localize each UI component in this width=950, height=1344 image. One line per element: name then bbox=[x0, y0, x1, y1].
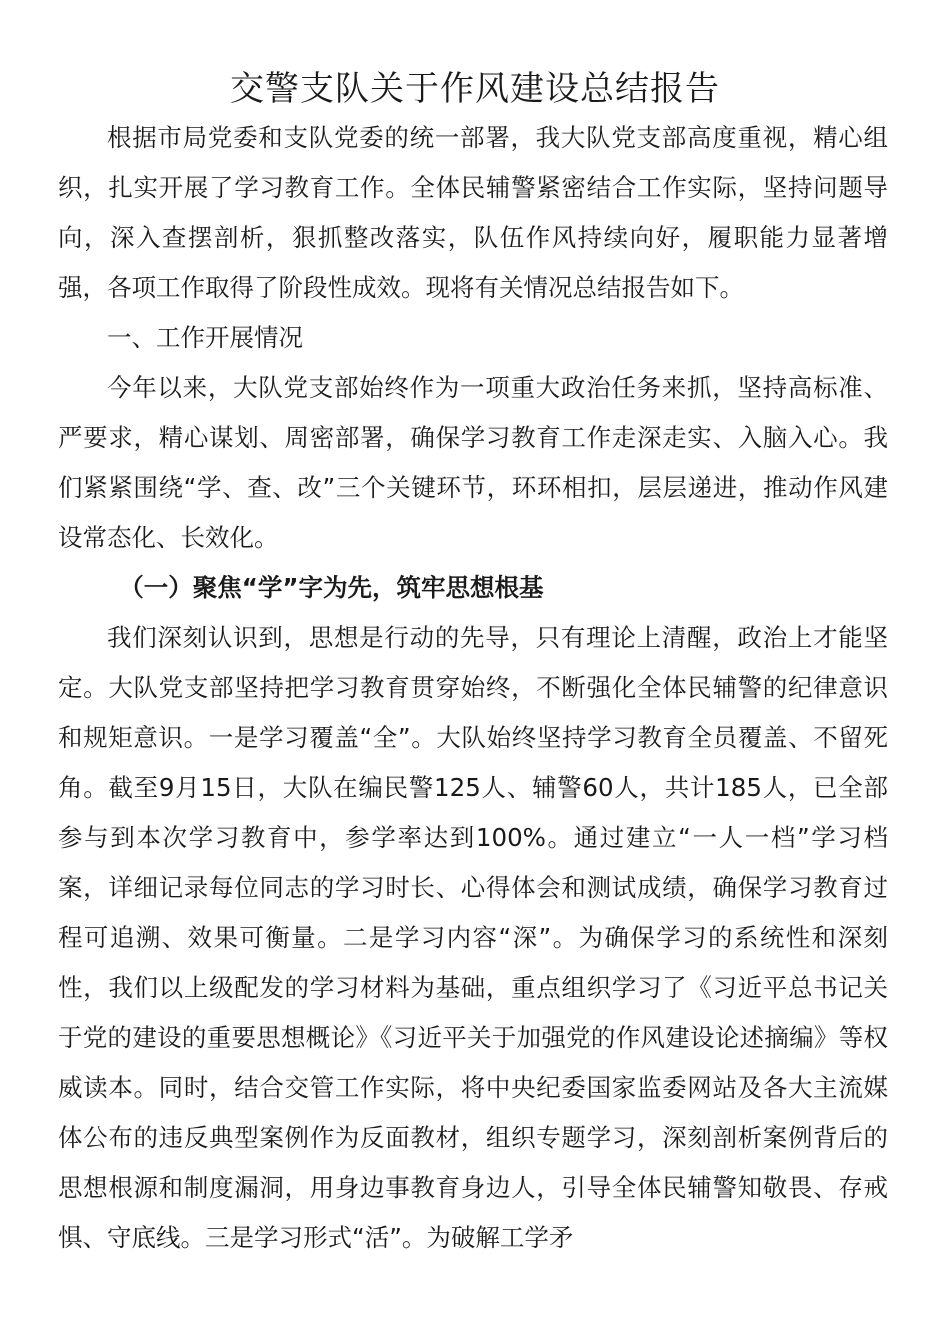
section-heading-work-progress: 一、工作开展情况 bbox=[107, 323, 303, 352]
document-title: 交警支队关于作风建设总结报告 bbox=[230, 69, 720, 109]
document-body bbox=[58, 113, 888, 1263]
intro-paragraph: 根据市局党委和支队党委的统一部署，我大队党支部高度重视，精心组织，扎实开展了学习教育工作。全体民辅警紧密结合工作实际，坚持问题导向，深入查摆剖析，狠抓整改落实，队伍作风持续向好，履职能力显著增强，各项工作取得了阶段性成效。现将有关情况总结报告如下。 bbox=[58, 123, 888, 302]
subsection-heading-study: （一）聚焦“学”字为先，筑牢思想根基 bbox=[119, 573, 544, 602]
section-paragraph: 今年以来，大队党支部始终作为一项重大政治任务来抓，坚持高标准、严要求，精心谋划、周密部署，确保学习教育工作走深走实、入脑入心。我们紧紧围绕“学、查、改”三个关键环节，环环相扣，层层递进，推动作风建设常态化、长效化。 bbox=[58, 373, 888, 552]
subsection-paragraph: 我们深刻认识到，思想是行动的先导，只有理论上清醒，政治上才能坚定。大队党支部坚持把学习教育贯穿始终，不断强化全体民辅警的纪律意识和规矩意识。一是学习覆盖“全”。大队始终坚持学习教育全员覆盖、不留死角。截至9月15日，大队在编民警125人、辅警60人，共计185人，已全部参与到本次学习教育中，参学率达到100%。通过建立“一人一档”学习档案，详细记录每位同志的学习时长、心得体会和测试成绩，确保学习教育过程可追溯、效果可衡量。二是学习内容“深”。为确保学习的系统性和深刻性，我们以上级配发的学习材料为基础，重点组织学习了《习近平总书记关于党的建设的重要思想概论》《习近平关于加强党的作风建设论述摘编》等权威读本。同时，结合交管工作实际，将中央纪委国家监委网站及各大主流媒体公布的违反典型案例作为反面教材，组织专题学习，深刻剖析案例背后的思想根源和制度漏洞，用身边事教育身边人，引导全体民辅警知敬畏、存戒惧、守底线。三是学习形式“活”。为破解工学矛 bbox=[58, 623, 888, 1252]
